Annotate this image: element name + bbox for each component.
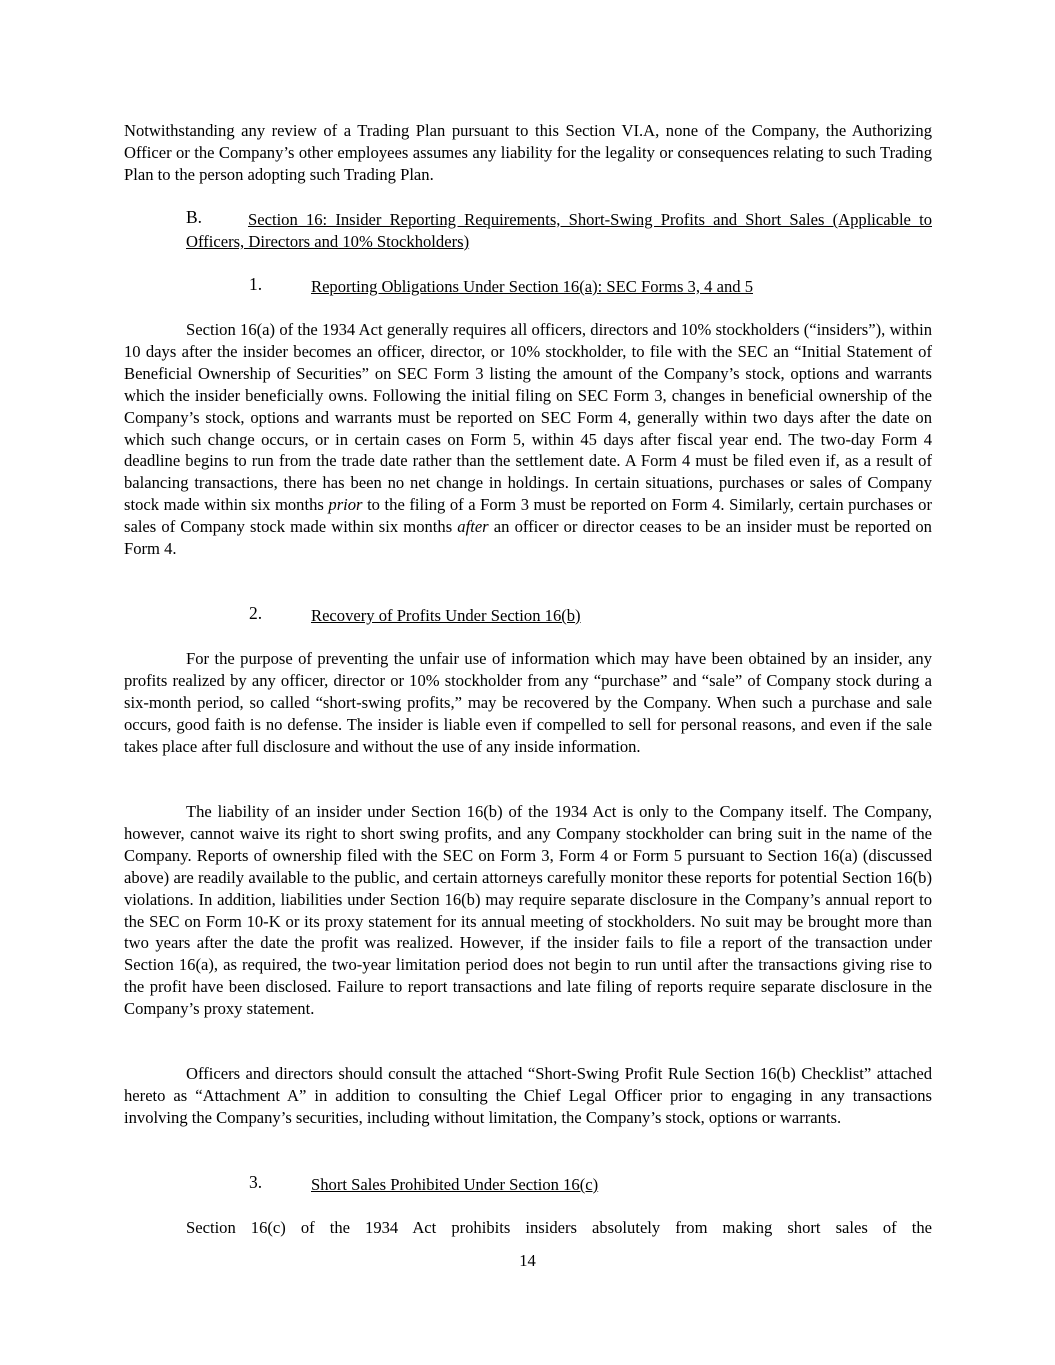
- section-16a-paragraph: Section 16(a) of the 1934 Act generally requires all officers, directors and 10% stockholders (“insiders”), within 10 days after the insider becomes an officer, director, or 10% stockholder, to file with the SEC an “Initial Statement of Beneficial Ownership of Securities” on SEC Form 3 listing the amount of the Company’s stock, options and warrants which the insider beneficially owns. Following the initial filing on SEC Form 3, changes in beneficial ownership of the Company’s stock, options and warrants must be reported on SEC Form 4, generally within two days after the date on which such change occurs, or in certain cases on Form 5, within 45 days after fiscal year end. The two-day Form 4 deadline begins to run from the trade date rather than the settlement date. A Form 4 must be filed even if, as a result of balancing transactions, there has been no net change in holdings. In certain situations, purchases or sales of Company stock made within six months prior to the filing of a Form 3 must be reported on Form 4. Similarly, certain purchases or sales of Company stock made within six months after an officer or director ceases to be an insider must be reported on Form 4.: [124, 320, 932, 559]
- section-16c-paragraph: Section 16(c) of the 1934 Act prohibits insiders absolutely from making short sales of the: [186, 1218, 932, 1237]
- intro-paragraph: Notwithstanding any review of a Trading Plan pursuant to this Section VI.A, none of the Company, the Authorizing Officer or the Company’s other employees assumes any liability for the legality or consequences relating to such Trading Plan to the person adopting such Trading Plan.: [124, 121, 932, 184]
- section-b-letter: B.: [186, 207, 203, 227]
- emphasis-prior: prior: [328, 495, 363, 515]
- section-16b-paragraph-3: Officers and directors should consult the attached “Short-Swing Profit Rule Section 16(b) Checklist” attached hereto as “Attachment A” in addition to consulting the Chief Legal Officer prior to engaging in any transactions involving the Company’s securities, including without limitation, the Company’s stock, options or warrants.: [124, 1064, 932, 1127]
- subsection-1-title: Reporting Obligations Under Section 16(a): SEC Forms 3, 4 and 5: [311, 277, 753, 296]
- subsection-2-number: 2.: [249, 603, 263, 623]
- section-16b-paragraph-1: For the purpose of preventing the unfair use of information which may have been obtained by an insider, any profits realized by any officer, director or 10% stockholder from any “purchase” and “sale” of Company stock during a six-month period, so called “short-swing profits,” may be recovered by the Company. When such a purchase and sale occurs, good faith is no defense. The insider is liable even if compelled to sell for personal reasons, and even if the sale takes place after full disclosure and without the use of any inside information.: [124, 649, 932, 756]
- page-number: 14: [519, 1251, 536, 1270]
- subsection-1-number: 1.: [249, 274, 263, 294]
- subsection-2-title: Recovery of Profits Under Section 16(b): [311, 606, 581, 625]
- section-16b-paragraph-2: The liability of an insider under Section 16(b) of the 1934 Act is only to the Company itself. The Company, however, cannot waive its right to short swing profits, and any Company stockholder can bring suit in the name of the Company. Reports of ownership filed with the SEC on Form 3, Form 4 or Form 5 pursuant to Section 16(a) (discussed above) are readily available to the public, and certain attorneys carefully monitor these reports for potential Section 16(b) violations. In addition, liabilities under Section 16(b) may require separate disclosure in the Company’s annual report to the SEC on Form 10-K or its proxy statement for its annual meeting of stockholders. No suit may be brought more than two years after the date the profit was realized. However, if the insider fails to file a report of the transaction under Section 16(a), as required, the two-year limitation period does not begin to run until after the transactions giving rise to the profit have been disclosed. Failure to report transactions and late filing of reports require separate disclosure in the Company’s proxy statement.: [124, 802, 932, 1019]
- section-b-title: Section 16: Insider Reporting Requirements, Short-Swing Profits and Short Sales (Applicable to Officers, Directors and 10% Stockholders): [186, 210, 932, 251]
- subsection-3-number: 3.: [249, 1172, 263, 1192]
- emphasis-after: after: [457, 517, 489, 537]
- subsection-3-title: Short Sales Prohibited Under Section 16(c): [311, 1175, 599, 1194]
